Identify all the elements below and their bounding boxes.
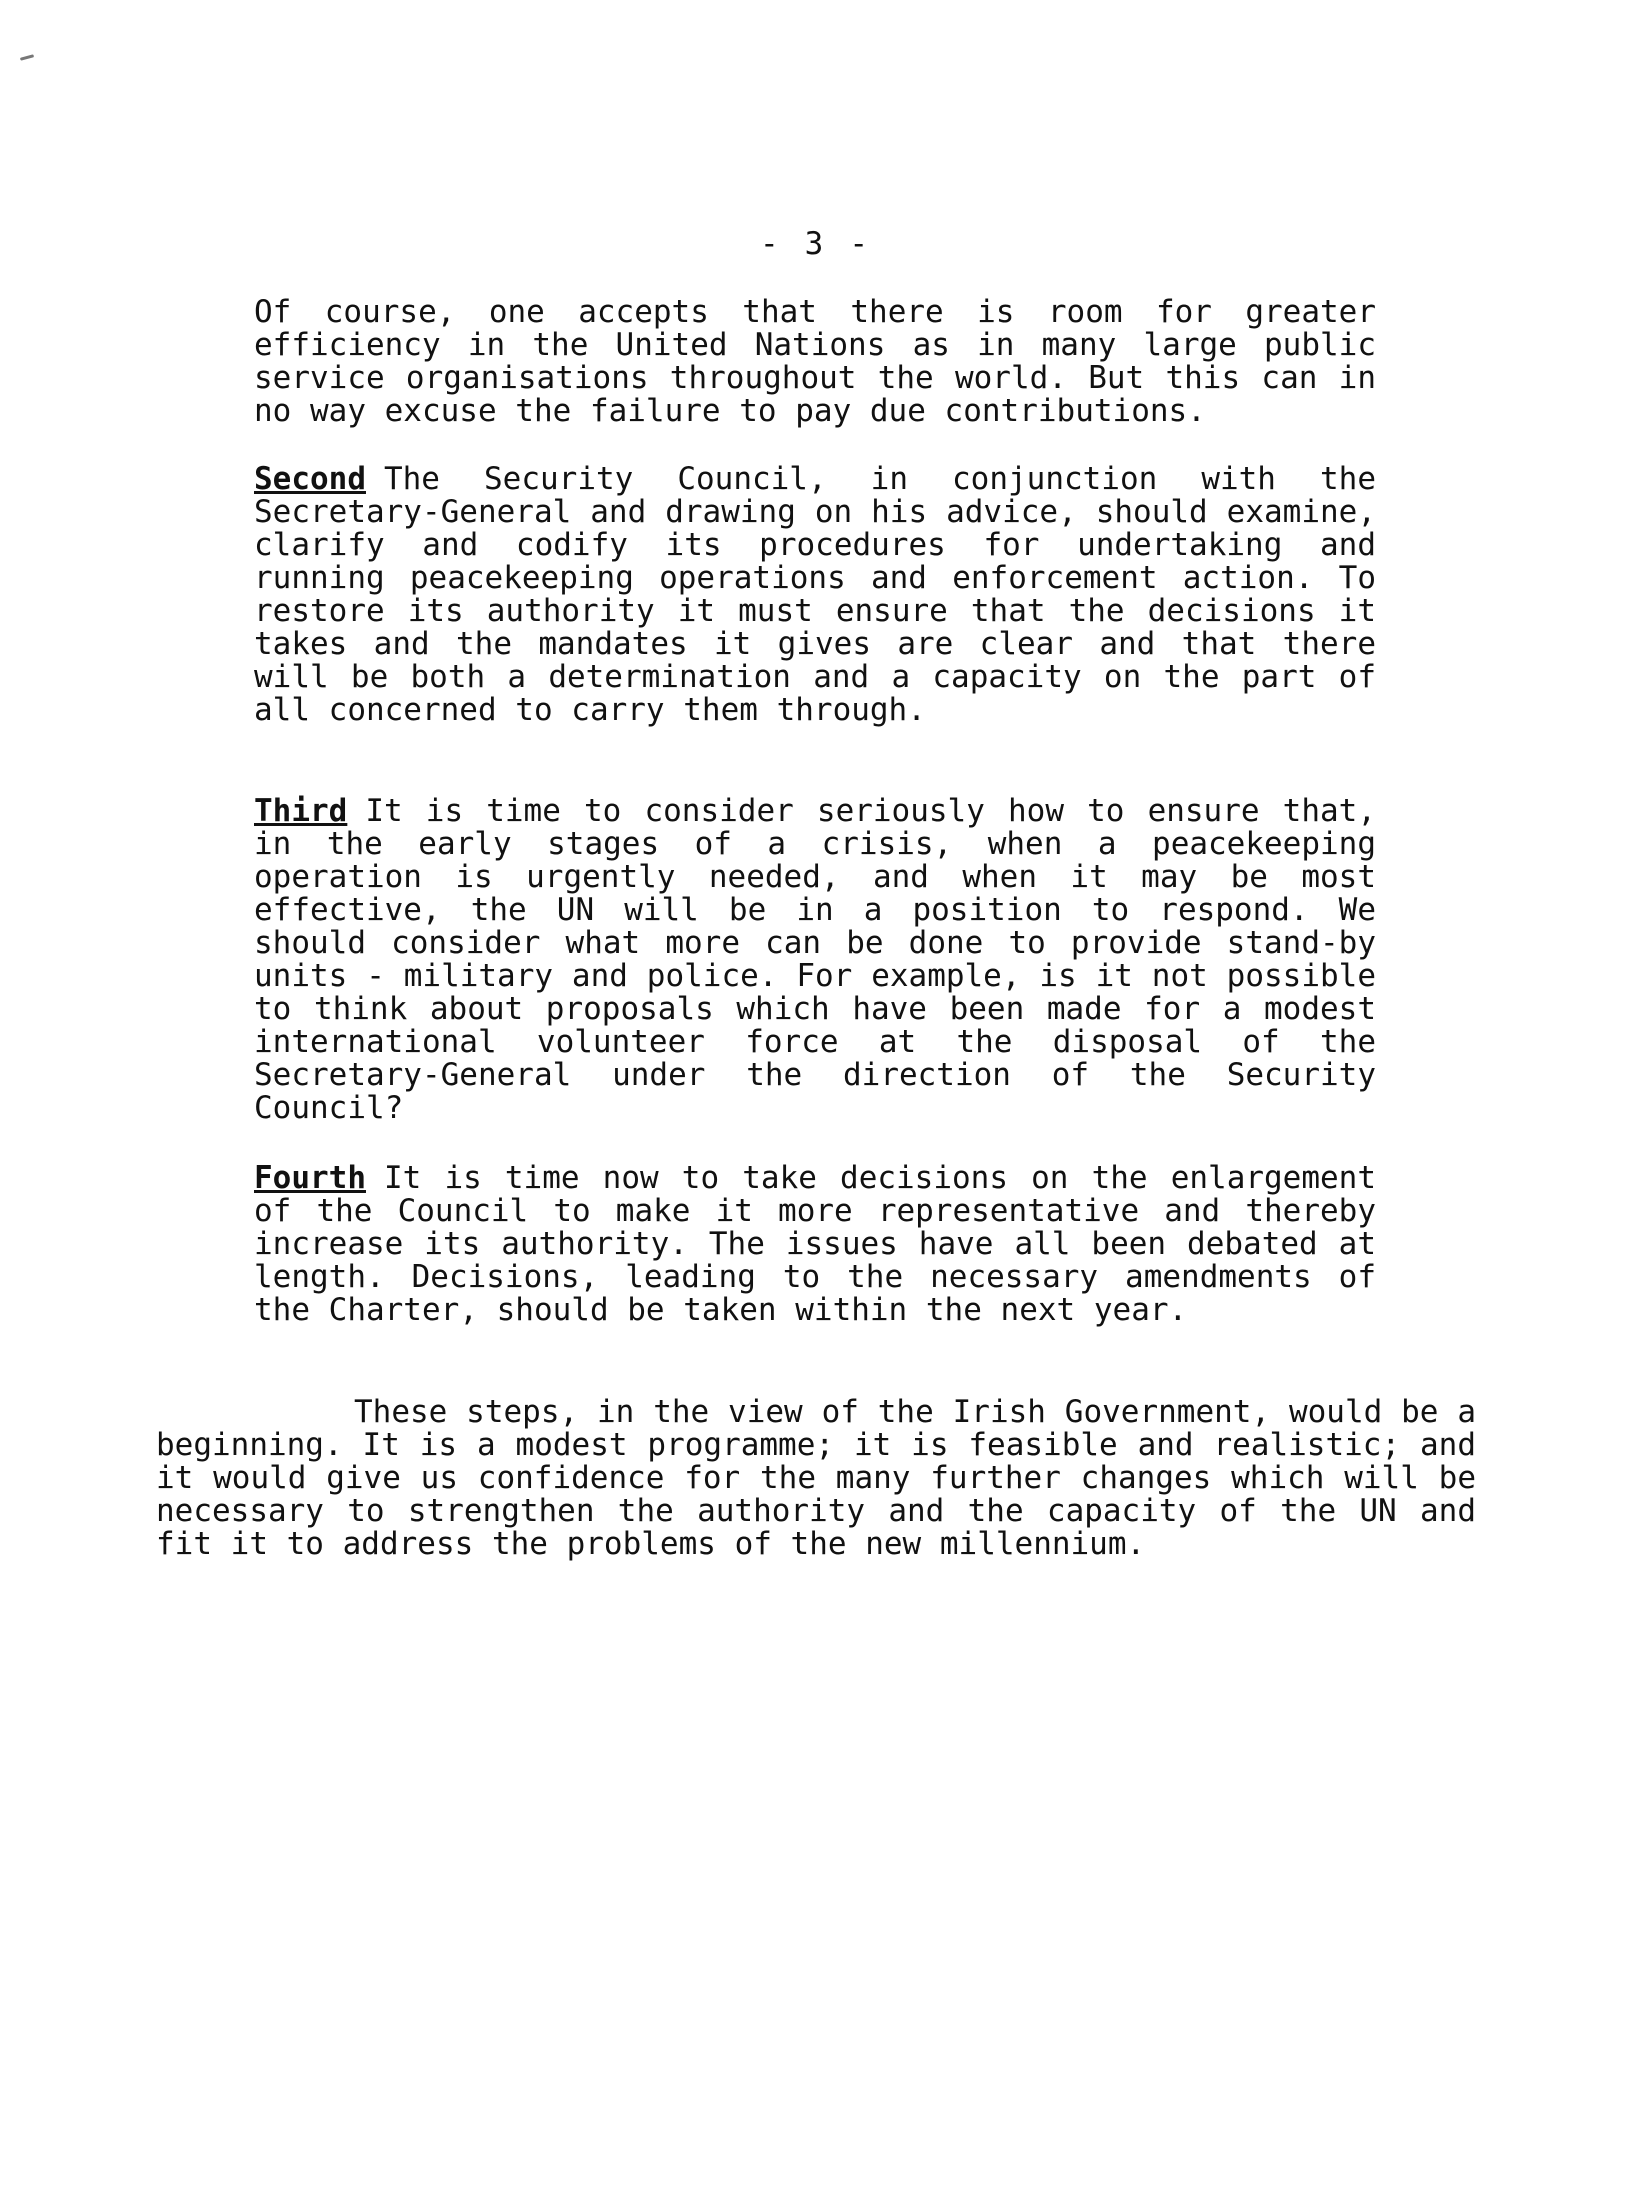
page-number-dash-left: - [759,226,783,262]
paragraph-fourth [254,1162,1376,1327]
second-text: The Security Council, in conjunction with the Secretary-General and drawing on his advice, should examine, clarify and codify its procedures for undertaking and running peacekeeping operations and enforcement action. To restore its authority it must ensure that the decisions it takes and the mandates it gives are clear and that there will be both a determination and a capacity on the part of all concerned to carry them through. [254,461,1376,728]
closing-text: These steps, in the view of the Irish Government, would be a beginning. It is a modest programme; it is feasible and realistic; and it would give us confidence for the many further changes which will be necessary to strengthen the authority and the capacity of the UN and fit it to address the problems of the new millennium. [156,1394,1476,1562]
paragraph-third [254,795,1376,1125]
fourth-text: It is time now to take decisions on the enlargement of the Council to make it more representative and thereby increase its authority. The issues have all been debated at length. Decisions, leading to the necessary amendments of the Charter, should be taken within the next year. [254,1160,1376,1328]
page-number-dash-right: - [849,226,872,262]
paragraph-intro: Of course, one accepts that there is room for greater efficiency in the United Nations as in many large public service organisations throughout the world. But this can in no way excuse the failure to pay due contributions. [254,294,1376,429]
page-number [0,226,1632,262]
third-text: It is time to consider seriously how to ensure that, in the early stages of a crisis, when a peacekeeping operation is urgently needed, and when it may be most effective, the UN will be in a position to respond. We should consider what more can be done to provide stand-by units - military and police. For example, is it not possible to think about proposals which have been made for a modest international volunteer force at the disposal of the Secretary-General under the direction of the Security Council? [254,793,1376,1126]
paragraph-closing [156,1396,1476,1561]
paragraph-second [254,463,1376,727]
second-heading: Second [254,461,366,497]
page-number-value: 3 [804,226,828,262]
fourth-heading: Fourth [254,1160,366,1196]
scan-artifact [20,54,34,61]
third-heading: Third [254,793,348,829]
